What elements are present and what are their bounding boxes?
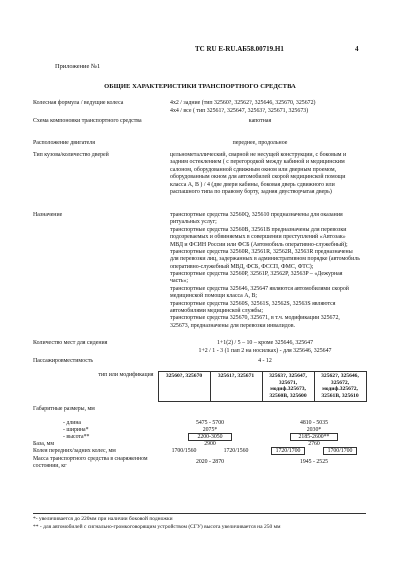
seats-value-2: 1+2 / 1 - 3 (1 пап 2 на носилках) - для 325646, 325647 (198, 348, 332, 354)
wheelbase-label: База, мм (33, 441, 54, 448)
curb-mass-label: Масса транспортного средства в снаряженном состоянии, кг (33, 455, 148, 469)
engine-value: переднее, продольное (232, 140, 288, 146)
column-header: 32562?, 325646, 325672, модиф.325672, 32561B, 325610 (314, 372, 366, 402)
track-value: 1700/1700 (314, 448, 366, 455)
dimensions-table (33, 371, 367, 470)
footnote: ** - для автомобилей с сигнально-громкоговорящим устройством (СГУ) высота увеличивается на 250 мм (33, 524, 281, 530)
length-value-left: 5475 - 5700 (195, 419, 225, 426)
curb-mass-value-right: 1945 - 2525 (299, 459, 329, 466)
wheel-formula-value-1: 4х2 / задние (тип 32560?, 32562?, 325646, 325670, 325672) (170, 100, 316, 106)
seats-label: Количество мест для сидения (33, 340, 108, 346)
purpose-paragraph: транспортные средства 325646, 325647 являются автомобилями скорой медицинской помощи класса А, В; (170, 285, 349, 300)
table-row (33, 456, 366, 470)
track-value: 1700/1560 (171, 448, 197, 455)
purpose-paragraph: транспортные средства 32560R, 32561R, 32562R, 32563R предназначены для перевозки лиц, задержанных в административном порядке (автомобиль оперативно-служебный МВД, ФСБ, ФССП, ФМС, ФТС); (170, 248, 360, 270)
passengers-value: 4 - 12 (258, 358, 272, 364)
track-value: 1720/1700 (262, 448, 314, 455)
engine-label: Расположение двигателя (33, 140, 95, 146)
page-title: ОБЩИЕ ХАРАКТЕРИСТИКИ ТРАНСПОРТНОГО СРЕДСТВА (104, 83, 296, 90)
height-left-box: 2200-3050 (188, 433, 231, 441)
purpose-paragraph: транспортные средства 32560S, 32561S, 32562S, 32563S являются автомобилями медицинской службы; (170, 300, 336, 314)
table-row (33, 406, 366, 413)
appendix-label: Приложение №1 (55, 63, 101, 70)
height-label: - высота** (63, 434, 90, 441)
length-value-right: 4810 - 5035 (299, 419, 329, 426)
width-value-right: 2030* (306, 426, 322, 433)
footnote-divider (33, 513, 366, 514)
length-label: - длина (63, 419, 81, 426)
purpose-paragraph: транспортные средства 32560P, 32561P, 32562P, 32563P – «Дежурная часть»; (170, 271, 343, 285)
purpose-list (170, 212, 360, 330)
height-right-box: 2185-2600** (290, 433, 339, 441)
purpose-paragraph: транспортные средства 32560B, 32561B предназначены для перевозки подозреваемых и обвиняемых в совершении преступлений «Автозак» МВД и ФСИН России или ФСБ (Автомобиль оперативно-служебный); (170, 226, 348, 248)
curb-mass-value-left: 2020 - 2870 (195, 459, 225, 466)
column-header: 32560?, 325670 (158, 372, 210, 402)
wheel-formula-value-2: 4х4 / все ( тип 32561?, 325647, 32563?, 325671, 325673) (170, 108, 309, 114)
wheelbase-value-left: 2900 (204, 441, 216, 448)
table-row (33, 420, 366, 427)
height-value-right (262, 434, 366, 441)
track-label: Колея передних/задних колес, мм (33, 448, 116, 455)
wheelbase-value-right: 2760 (308, 441, 320, 448)
seats-value-1: 1+1(2) / 5 – 10 – кроме 325646, 325647 (216, 340, 314, 346)
body-type-label: Тип кузова/количество дверей (33, 152, 109, 158)
purpose-paragraph: транспортные средства 325670, 325671, в т.ч. модификации 325672, 325673, предназначены для перевозки инвалидов. (170, 315, 340, 329)
body-type-value: цельнометаллический, сварной не несущей конструкции, с боковым и задним остеклением ( с перегородкой между кабиной и медицинским салоном, оборудованной сдвижным окном или дверным проемом, оборудованным окном для автомобилей скорой медицинской помощи класса А, В ) / 4 (две двери кабины, боковая дверь сдвижного или распашного типа по правому борту, задняя двустворчатая дверь) (170, 152, 347, 195)
width-label: - ширина* (63, 426, 89, 433)
width-value-left: 2075* (202, 426, 218, 433)
column-header: 32563?, 325647, 325671, модиф.325673, 32560B, 325600 (262, 372, 314, 402)
purpose-paragraph: транспортные средства 32560Q, 325610 предназначены для оказания ритуальных услуг; (170, 212, 343, 226)
layout-label: Схема компоновки транспортного средства (33, 118, 142, 124)
wheel-formula-label: Колесная формула / ведущие колеса (33, 100, 124, 106)
dimensions-label: Габаритные размеры, мм (33, 406, 95, 413)
column-header: 32561?, 325671 (210, 372, 262, 402)
document-number: ТС RU E-RU.АБ58.00719.Н1 (195, 45, 284, 53)
height-value-left (158, 434, 262, 441)
table-row (33, 448, 366, 455)
type-header-label: тип или модификация (98, 371, 154, 378)
table-header-row (33, 372, 366, 402)
table-row (33, 434, 366, 441)
footnote: *- увеличивается до 220мм при наличии боковой подножки (33, 516, 173, 522)
page-number: 4 (355, 45, 359, 53)
layout-value: капотная (248, 118, 272, 124)
track-value: 1720/1560 (223, 448, 249, 455)
passengers-label: Пассажировместимость (33, 358, 94, 364)
purpose-label: Назначение (33, 212, 63, 218)
table-row (33, 441, 366, 448)
